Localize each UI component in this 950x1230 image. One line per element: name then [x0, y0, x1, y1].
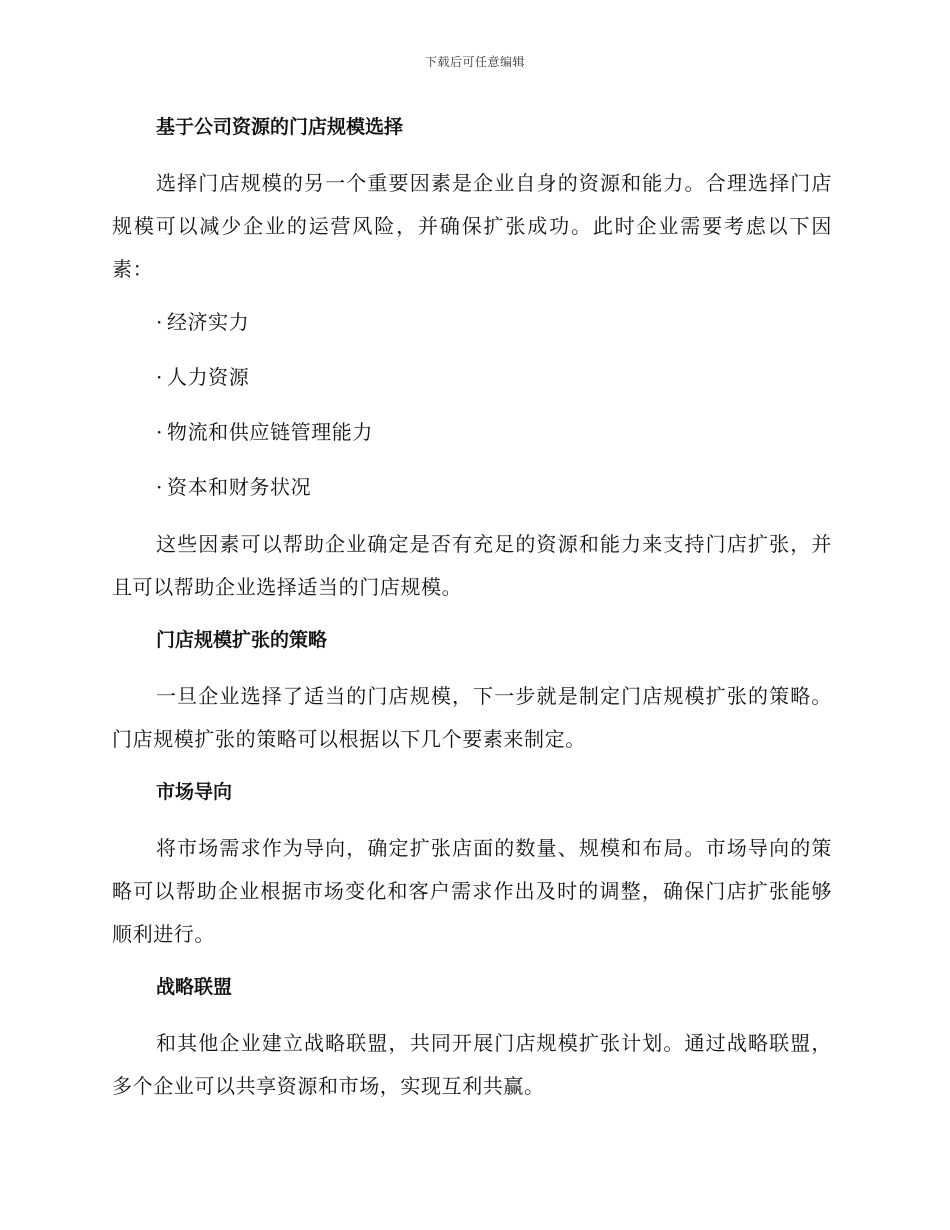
section-heading-store-scale-by-resources: 基于公司资源的门店规模选择: [156, 116, 404, 138]
paragraph-resource-closing: 这些因素可以帮助企业确定是否有充足的资源和能力来支持门店扩张，并且可以帮助企业选择适当的门店规模。: [112, 532, 832, 599]
paragraph-expansion-strategy: 一旦企业选择了适当的门店规模，下一步就是制定门店规模扩张的策略。门店规模扩张的策略可以根据以下几个要素来制定。: [112, 684, 832, 751]
bullet-text: 资本和财务状况: [166, 475, 312, 499]
section-heading-strategic-alliance: 战略联盟: [156, 976, 233, 998]
document-body: [112, 108, 832, 1120]
section-heading-expansion-strategy: 门店规模扩张的策略: [156, 629, 328, 651]
page-header-note: 下载后可任意编辑: [424, 55, 525, 69]
paragraph-market-oriented: 将市场需求作为导向，确定扩张店面的数量、规模和布局。市场导向的策略可以帮助企业根据市场变化和客户需求作出及时的调整，确保门店扩张能够顺利进行。: [112, 836, 832, 946]
bullet-dot: ·: [156, 365, 163, 389]
section-heading-market-oriented: 市场导向: [156, 781, 233, 803]
paragraph-resource-intro: 选择门店规模的另一个重要因素是企业自身的资源和能力。合理选择门店规模可以减少企业的运营风险，并确保扩张成功。此时企业需要考虑以下因素：: [112, 171, 832, 281]
bullet-text: 经济实力: [166, 310, 250, 334]
bullet-item-logistics-supply-chain: [112, 413, 832, 451]
paragraph-strategic-alliance: 和其他企业建立战略联盟，共同开展门店规模扩张计划。通过战略联盟，多个企业可以共享资源和市场，实现互利共赢。: [112, 1031, 832, 1098]
bullet-dot: ·: [156, 475, 163, 499]
bullet-item-capital-finance: [112, 468, 832, 506]
bullet-text: 物流和供应链管理能力: [166, 420, 373, 444]
bullet-item-economic-strength: [112, 303, 832, 341]
bullet-dot: ·: [156, 310, 163, 334]
bullet-item-human-resources: [112, 358, 832, 396]
bullet-text: 人力资源: [166, 365, 250, 389]
bullet-dot: ·: [156, 420, 163, 444]
